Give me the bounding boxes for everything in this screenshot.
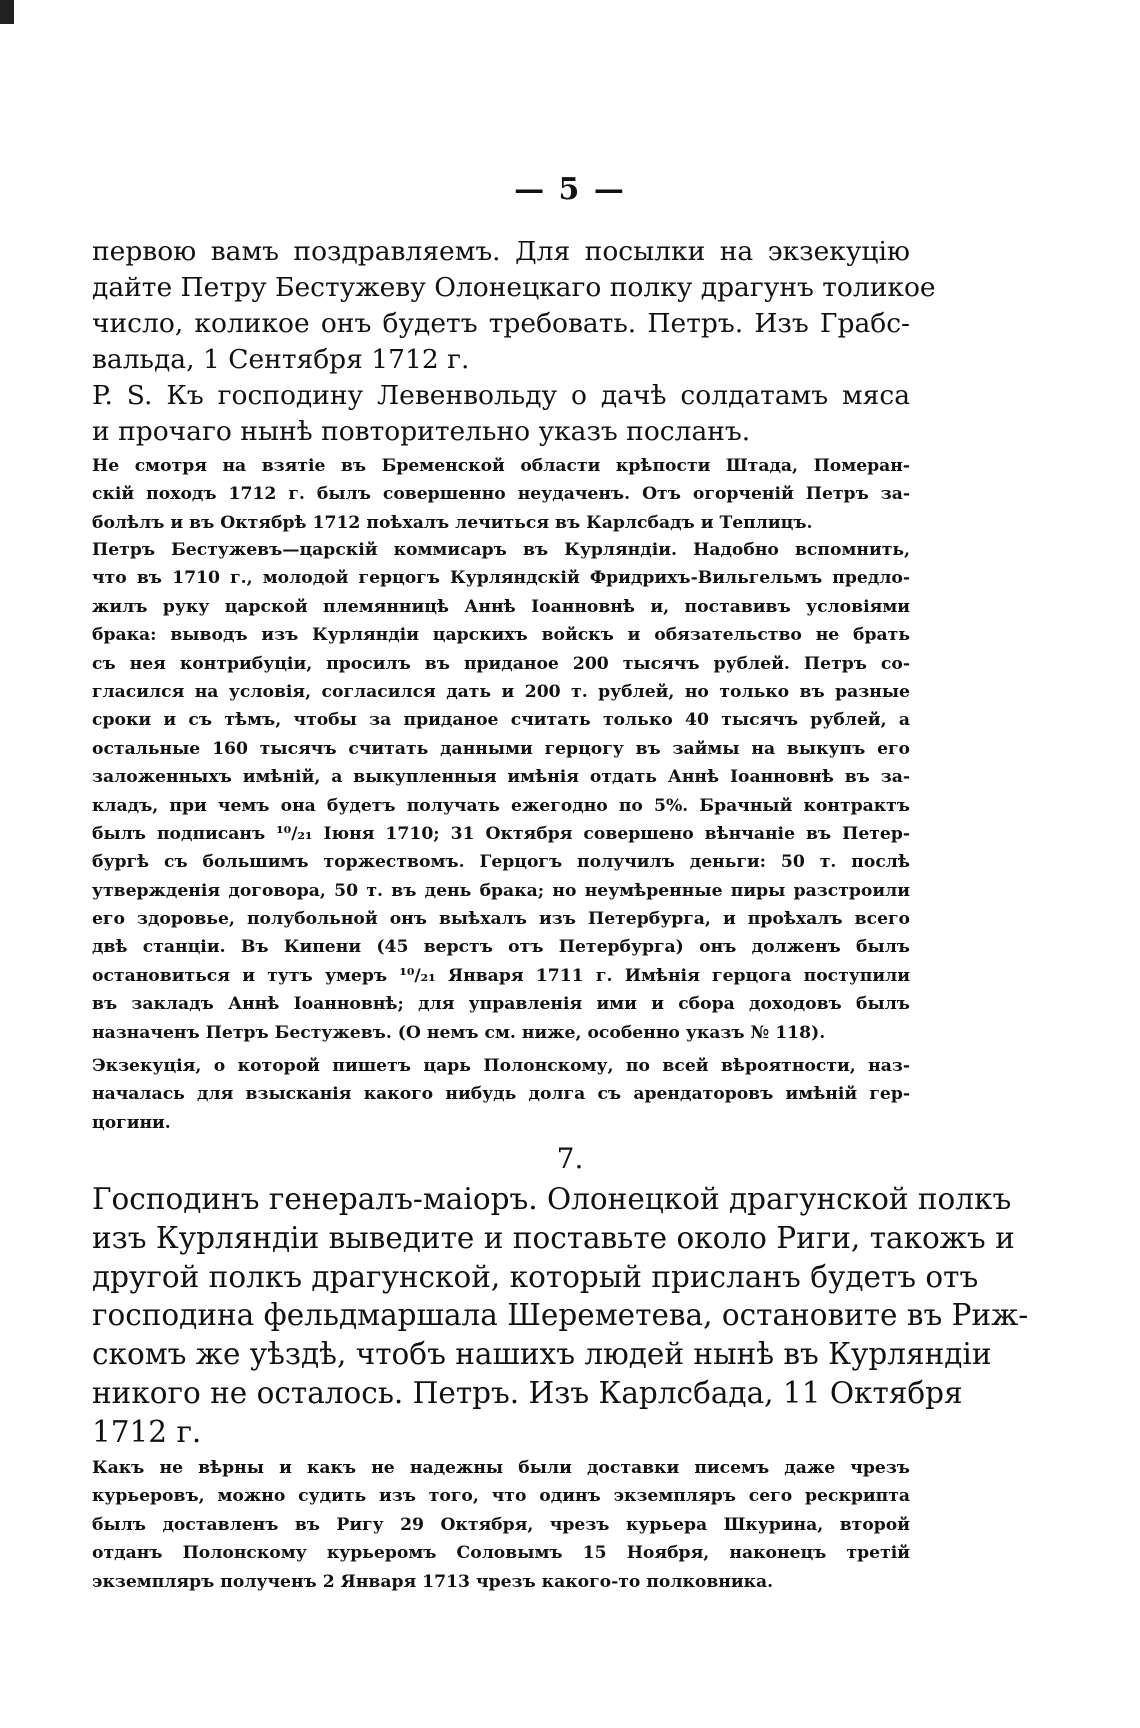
- note-line: брака: выводъ изъ Курляндіи царскихъ войскъ и обязательство не брать: [92, 625, 910, 646]
- note-line: началась для взысканія какого нибудь долга съ арендаторовъ имѣній гер-: [92, 1084, 910, 1105]
- note-line: скій походъ 1712 г. былъ совершенно неудаченъ. Отъ огорченій Петръ за-: [92, 484, 910, 505]
- text-line: число, коликое онъ будетъ требовать. Петръ. Изъ Грабс-: [92, 308, 910, 339]
- text-line: дайте Петру Бестужеву Олонецкаго полку драгунъ толикое: [92, 272, 936, 303]
- note-line: Петръ Бестужевъ—царскій коммисаръ въ Курляндіи. Надобно вспомнить,: [92, 540, 910, 560]
- text-line: и прочаго нынѣ повторительно указъ посланъ.: [92, 416, 751, 447]
- footnote-execution: [92, 1052, 910, 1137]
- note-line: бургѣ съ большимъ торжествомъ. Герцогъ получилъ деньги: 50 т. послѣ: [92, 852, 910, 873]
- note-line: заложенныхъ имѣній, а выкупленныя имѣнія отдать Аннѣ Іоанновнѣ въ за-: [92, 767, 910, 788]
- note-line: двѣ станціи. Въ Кипени (45 верстъ отъ Петербурга) онъ долженъ былъ: [92, 937, 910, 958]
- note-line: курьеровъ, можно судить изъ того, что одинъ экземпляръ сего рескрипта: [92, 1486, 910, 1507]
- note-line: его здоровье, полубольной онъ выѣхалъ изъ Петербурга, и проѣхалъ всего: [92, 909, 910, 930]
- note-line: Не смотря на взятіе въ Бременской области крѣпости Штада, Померан-: [92, 456, 910, 476]
- note-line: былъ подписанъ ¹⁰/₂₁ Іюня 1710; 31 Октября совершено вѣнчаніе въ Петер-: [92, 823, 910, 844]
- note-line: отданъ Полонскому курьеромъ Соловымъ 15 Ноября, наконецъ третій: [92, 1543, 910, 1564]
- text-line: господина фельдмаршала Шереметева, остановите въ Риж-: [92, 1298, 1029, 1333]
- text-line: скомъ же уѣздѣ, чтобъ нашихъ людей нынѣ въ Курляндіи: [92, 1337, 992, 1372]
- note-line: экземпляръ полученъ 2 Января 1713 чрезъ какого-то полковника.: [92, 1571, 774, 1592]
- text-line: другой полкъ драгунской, который присланъ будетъ отъ: [92, 1259, 979, 1294]
- text-line: 1712 г.: [92, 1414, 202, 1449]
- note-line: утвержденія договора, 50 т. въ день брака; но неумѣренные пиры разстроили: [92, 880, 910, 901]
- footnote-couriers: [92, 1454, 910, 1596]
- note-line: гласился на условія, согласился дать и 200 т. рублей, но только въ разные: [92, 681, 910, 702]
- note-line: въ закладъ Аннѣ Іоанновнѣ; для управленія ими и сбора доходовъ былъ: [92, 994, 910, 1015]
- page-number: — 5 —: [514, 172, 626, 207]
- note-line: кладъ, при чемъ она будетъ получать ежегодно по 5%. Брачный контрактъ: [92, 795, 910, 816]
- note-line: Какъ не вѣрны и какъ не надежны были доставки писемъ даже чрезъ: [92, 1458, 910, 1478]
- note-line: что въ 1710 г., молодой герцогъ Курляндскій Фридрихъ-Вильгельмъ предло-: [92, 568, 910, 589]
- note-line: цогини.: [92, 1112, 171, 1133]
- text-line: изъ Курляндіи выведите и поставьте около Риги, такожъ и: [92, 1220, 1015, 1255]
- note-line: назначенъ Петръ Бестужевъ. (О немъ см. ниже, особенно указъ № 118).: [92, 1022, 826, 1043]
- note-line: съ нея контрибуціи, просилъ въ приданое 200 тысячъ рублей. Петръ со-: [92, 653, 910, 674]
- letter-6-ending: [92, 234, 936, 378]
- postscript: [92, 378, 910, 450]
- text-line: первою вамъ поздравляемъ. Для посылки на экзекуцію: [92, 236, 910, 267]
- note-line: жилъ руку царской племянницѣ Аннѣ Іоанновнѣ и, поставивъ условіями: [92, 596, 910, 617]
- letter-7-number: 7.: [556, 1142, 584, 1175]
- note-line: сроки и съ тѣмъ, чтобы за приданое считать только 40 тысячъ рублей, а: [92, 710, 910, 731]
- text-line: никого не осталось. Петръ. Изъ Карлсбада, 11 Октября: [92, 1375, 963, 1410]
- footnote-pomeranian-campaign: [92, 452, 910, 537]
- note-line: болѣлъ и въ Октябрѣ 1712 поѣхалъ лечиться въ Карлсбадъ и Теплицъ.: [92, 512, 813, 533]
- scan-edge-mark: [0, 0, 14, 24]
- note-line: остановиться и тутъ умеръ ¹⁰/₂₁ Января 1711 г. Имѣнія герцога поступили: [92, 965, 910, 986]
- letter-7-text: [92, 1180, 1029, 1452]
- note-line: остальные 160 тысячъ считать данными герцогу въ займы на выкупъ его: [92, 738, 910, 759]
- text-line: Господинъ генералъ-маіоръ. Олонецкой драгунской полкъ: [92, 1182, 1012, 1216]
- footnote-bestuzhev: [92, 536, 910, 1047]
- note-line: Экзекуція, о которой пишетъ царь Полонскому, по всей вѣроятности, наз-: [92, 1056, 910, 1076]
- text-line: вальда, 1 Сентября 1712 г.: [92, 344, 470, 375]
- text-line: P. S. Къ господину Левенвольду о дачѣ солдатамъ мяса: [92, 380, 910, 411]
- note-line: былъ доставленъ въ Ригу 29 Октября, чрезъ курьера Шкурина, второй: [92, 1514, 910, 1535]
